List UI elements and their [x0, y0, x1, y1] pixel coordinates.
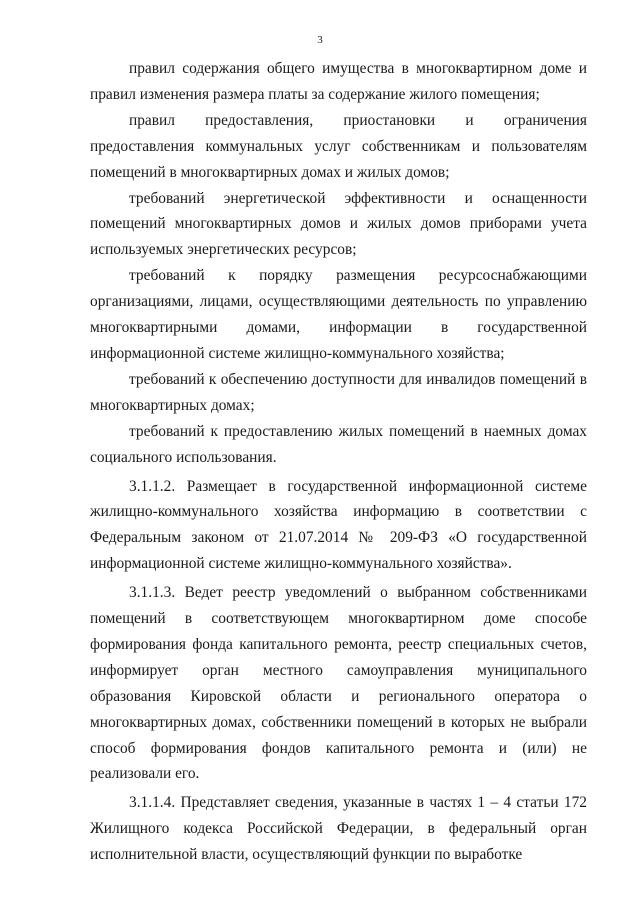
paragraph-info-placement: требований к порядку размещения ресурсоснабжающими организациями, лицами, осуществляющими деятельность по управлению многоквартирными домами, информации в государственной информационной системе жилищно-коммунального хозяйства; — [90, 267, 587, 362]
paragraph-rental-housing: требований к предоставлению жилых помещений в наемных домах социального использования. — [90, 422, 587, 466]
document-body — [90, 56, 587, 868]
paragraph-3-1-1-4: 3.1.1.4. Представляет сведения, указанные в частях 1 – 4 статьи 172 Жилищного кодекса Российской Федерации, в федеральный орган исполнительной власти, осуществляющий функции по выработке — [90, 794, 587, 864]
paragraph-rules-utility-services: правил предоставления, приостановки и ограничения предоставления коммунальных услуг собственникам и пользователям помещений в многоквартирных домах и жилых домов; — [90, 111, 587, 181]
paragraph-rules-common-property: правил содержания общего имущества в многоквартирном доме и правил изменения размера платы за содержание жилого помещения; — [90, 60, 587, 103]
paragraph-3-1-1-2: 3.1.1.2. Размещает в государственной информационной системе жилищно-коммунального хозяйства информацию в соответствии с Федеральным законом от 21.07.2014 № 209-ФЗ «О государственной информационной системе жилищно-коммунального хозяйства». — [90, 477, 587, 573]
paragraph-3-1-1-3: 3.1.1.3. Ведет реестр уведомлений о выбранном собственниками помещений в соответствующем многоквартирном доме способе формирования фонда капитального ремонта, реестр специальных счетов, информирует орган местного самоуправления муниципального образования Кировской области и регионального оператора о многоквартирных домах, собственники помещений в которых не выбрали способ формирования фондов капитального ремонта и (или) не реализовали его. — [90, 584, 587, 783]
page-number: 3 — [317, 34, 323, 46]
paragraph-energy-efficiency: требований энергетической эффективности и оснащенности помещений многоквартирных домов и жилых домов приборами учета используемых энергетических ресурсов; — [90, 189, 587, 259]
paragraph-accessibility: требований к обеспечению доступности для инвалидов помещений в многоквартирных домах; — [90, 370, 587, 414]
